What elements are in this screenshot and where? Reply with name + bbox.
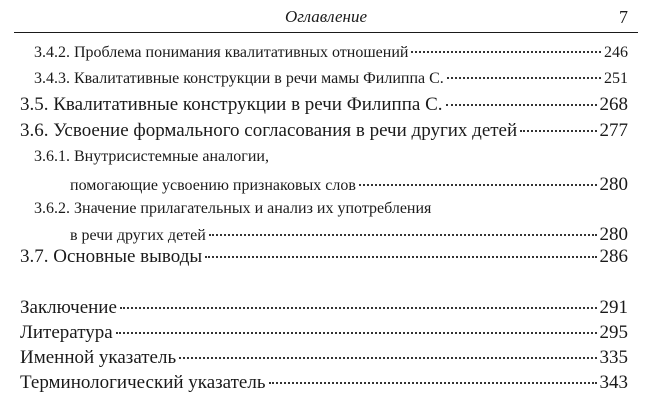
toc-entry-title: Терминологический указатель: [20, 372, 266, 393]
toc-entry-3-6-2[interactable]: [70, 224, 628, 246]
toc-entry-title: 3.6. Усвоение формального согласования в речи других детей: [20, 120, 518, 141]
toc-entry-3-6-1-line1[interactable]: 3.6.1. Внутрисистемные аналогии,: [34, 148, 269, 165]
toc-entry-title: 3.7. Основные выводы: [20, 246, 203, 267]
toc-entry-page: 295: [599, 322, 628, 343]
dot-leader: [120, 307, 597, 309]
dot-leader: [269, 382, 597, 384]
dot-leader: [116, 332, 597, 334]
dot-leader: [446, 104, 597, 106]
dot-leader: [359, 184, 597, 186]
dot-leader: [411, 51, 601, 53]
dot-leader: [179, 357, 596, 359]
toc-entry-3-6[interactable]: [20, 120, 628, 142]
toc-entry-3-6-1[interactable]: [70, 174, 628, 196]
toc-entry-name-index[interactable]: [20, 347, 628, 369]
toc-entry-page: 280: [599, 224, 628, 245]
toc-entry-page: 280: [599, 174, 628, 195]
toc-entry-3-4-3[interactable]: [34, 70, 628, 88]
toc-entry-3-6-2-line1[interactable]: 3.6.2. Значение прилагательных и анализ их употребления: [34, 200, 432, 217]
dot-leader: [209, 234, 597, 236]
toc-entry-literature[interactable]: [20, 322, 628, 344]
toc-entry-page: 251: [604, 70, 628, 87]
toc-entry-title: 3.5. Квалитативные конструкции в речи Филиппа С.: [20, 94, 443, 115]
toc-entry-3-4-2[interactable]: [34, 44, 628, 62]
toc-entry-title: в речи других детей: [70, 227, 206, 244]
toc-entry-title: Именной указатель: [20, 347, 177, 368]
running-head-page-number: 7: [619, 7, 628, 27]
toc-entry-title: 3.4.3. Квалитативные конструкции в речи мамы Филиппа С.: [34, 70, 444, 87]
toc-entry-conclusion[interactable]: [20, 297, 628, 319]
toc-entry-3-7[interactable]: [20, 246, 628, 268]
header-rule: [14, 32, 638, 33]
running-head: [14, 6, 638, 30]
toc-entry-title: помогающие усвоению признаковых слов: [70, 177, 356, 194]
dot-leader: [205, 256, 596, 258]
toc-entry-3-5[interactable]: [20, 94, 628, 116]
dot-leader: [520, 130, 596, 132]
toc-entry-page: 268: [599, 94, 628, 115]
dot-leader: [447, 77, 601, 79]
toc-entry-title: 3.4.2. Проблема понимания квалитативных отношений: [34, 44, 409, 61]
running-head-title: Оглавление: [284, 7, 368, 26]
toc-entry-page: 335: [599, 347, 628, 368]
toc-entry-title: Литература: [20, 322, 113, 343]
toc-entry-term-index[interactable]: [20, 372, 628, 394]
toc-entry-page: 343: [599, 372, 628, 393]
toc-entry-page: 277: [599, 120, 628, 141]
toc-entry-page: 246: [604, 44, 628, 61]
toc-entry-title: Заключение: [20, 297, 117, 318]
toc-entry-page: 291: [599, 297, 628, 318]
toc-entry-page: 286: [599, 246, 628, 267]
